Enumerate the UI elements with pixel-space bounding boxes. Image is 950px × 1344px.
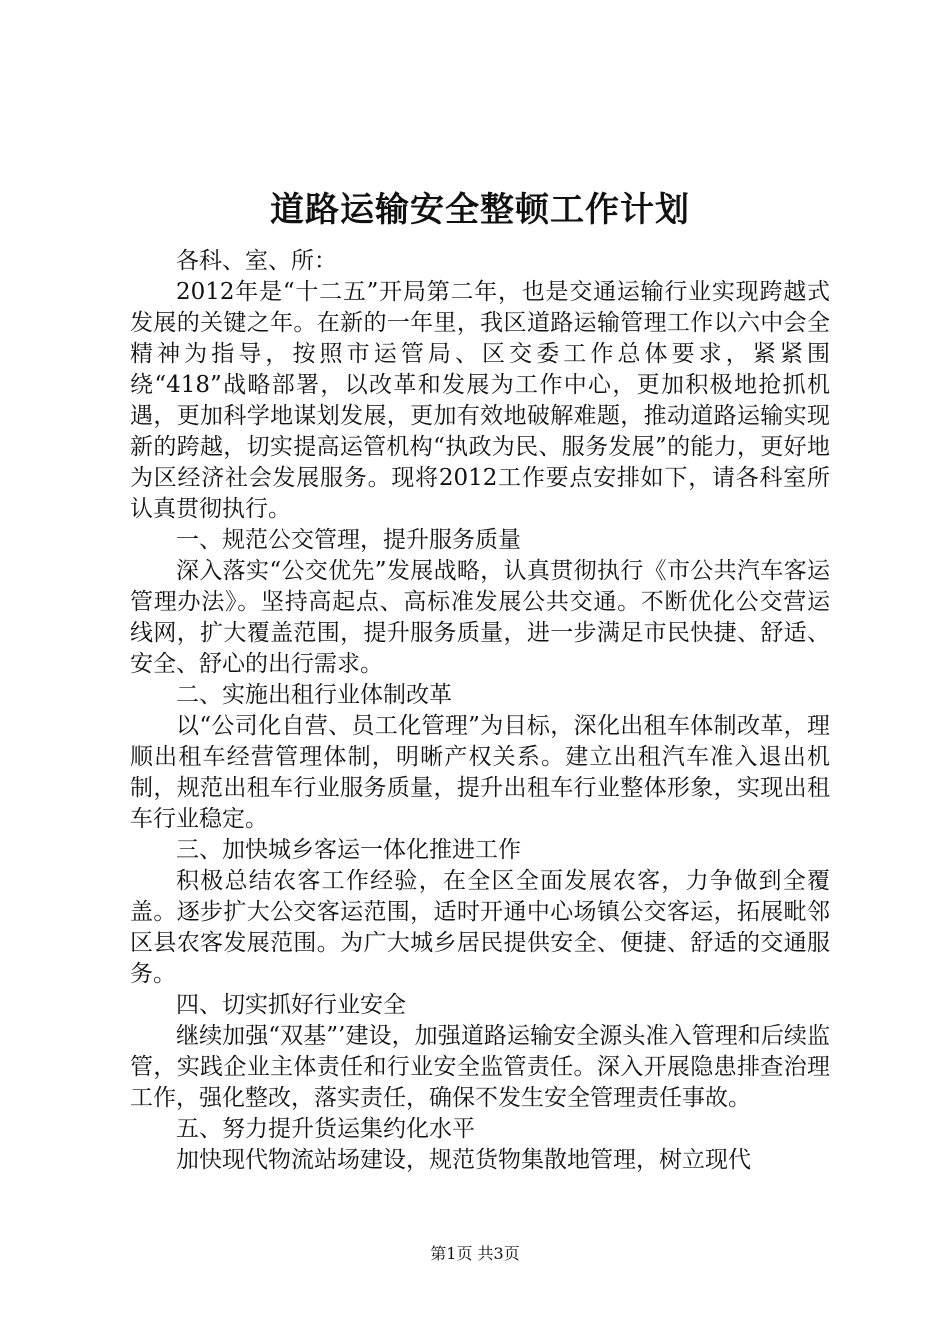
document-body <box>130 246 830 1176</box>
document-title: 道路运输安全整顿工作计划 <box>270 190 690 230</box>
section-heading-3: 三、加快城乡客运一体化推进工作 <box>176 837 521 863</box>
section-paragraph-2: 以“公司化自营、员工化管理”为目标，深化出租车体制改革，理顺出租车经营管理体制，明晰产权关系。建立出租汽车准入退出机制，规范出租车行业服务质量，提升出租车行业整体形象，实现出租车行业稳定。 <box>130 713 830 832</box>
page-footer <box>0 1243 950 1265</box>
section-paragraph-4: 继续加强“双基”’建设，加强道路运输安全源头准入管理和后续监管，实践企业主体责任和行业安全监管责任。深入开展隐患排查治理工作，强化整改，落实责任，确保不发生安全管理责任事故。 <box>130 1023 830 1111</box>
salutation: 各科、室、所： <box>176 248 337 274</box>
section-heading-2: 二、实施出租行业体制改革 <box>176 682 452 708</box>
section-heading-1: 一、规范公交管理，提升服务质量 <box>176 527 521 553</box>
section-heading-4: 四、切实抓好行业安全 <box>176 992 406 1018</box>
section-heading-5: 五、努力提升货运集约化水平 <box>176 1116 475 1142</box>
document-page <box>130 0 830 1176</box>
section-paragraph-5: 加快现代物流站场建设，规范货物集散地管理，树立现代 <box>176 1147 751 1173</box>
page-number: 第1页 共3页 <box>430 1244 520 1263</box>
intro-paragraph: 2012年是“十二五”开局第二年，也是交通运输行业实现跨越式发展的关键之年。在新的一年里，我区道路运输管理工作以六中会全精神为指导，按照市运管局、区交委工作总体要求，紧紧围绕“418”战略部署，以改革和发展为工作中心，更加积极地抢抓机遇，更加科学地谋划发展，更加有效地破解难题，推动道路运输实现新的跨越，切实提高运管机构“执政为民、服务发展”的能力，更好地为区经济社会发展服务。现将2012工作要点安排如下，请各科室所认真贯彻执行。 <box>130 279 830 522</box>
section-paragraph-1: 深入落实“公交优先”发展战略，认真贯彻执行《市公共汽车客运管理办法》。坚持高起点、高标准发展公共交通。不断优化公交营运线网，扩大覆盖范围，提升服务质量，进一步满足市民快捷、舒适、安全、舒心的出行需求。 <box>130 558 830 677</box>
section-paragraph-3: 积极总结农客工作经验，在全区全面发展农客，力争做到全覆盖。逐步扩大公交客运范围，适时开通中心场镇公交客运，拓展毗邻区县农客发展范围。为广大城乡居民提供安全、便捷、舒适的交通服务。 <box>130 868 830 987</box>
